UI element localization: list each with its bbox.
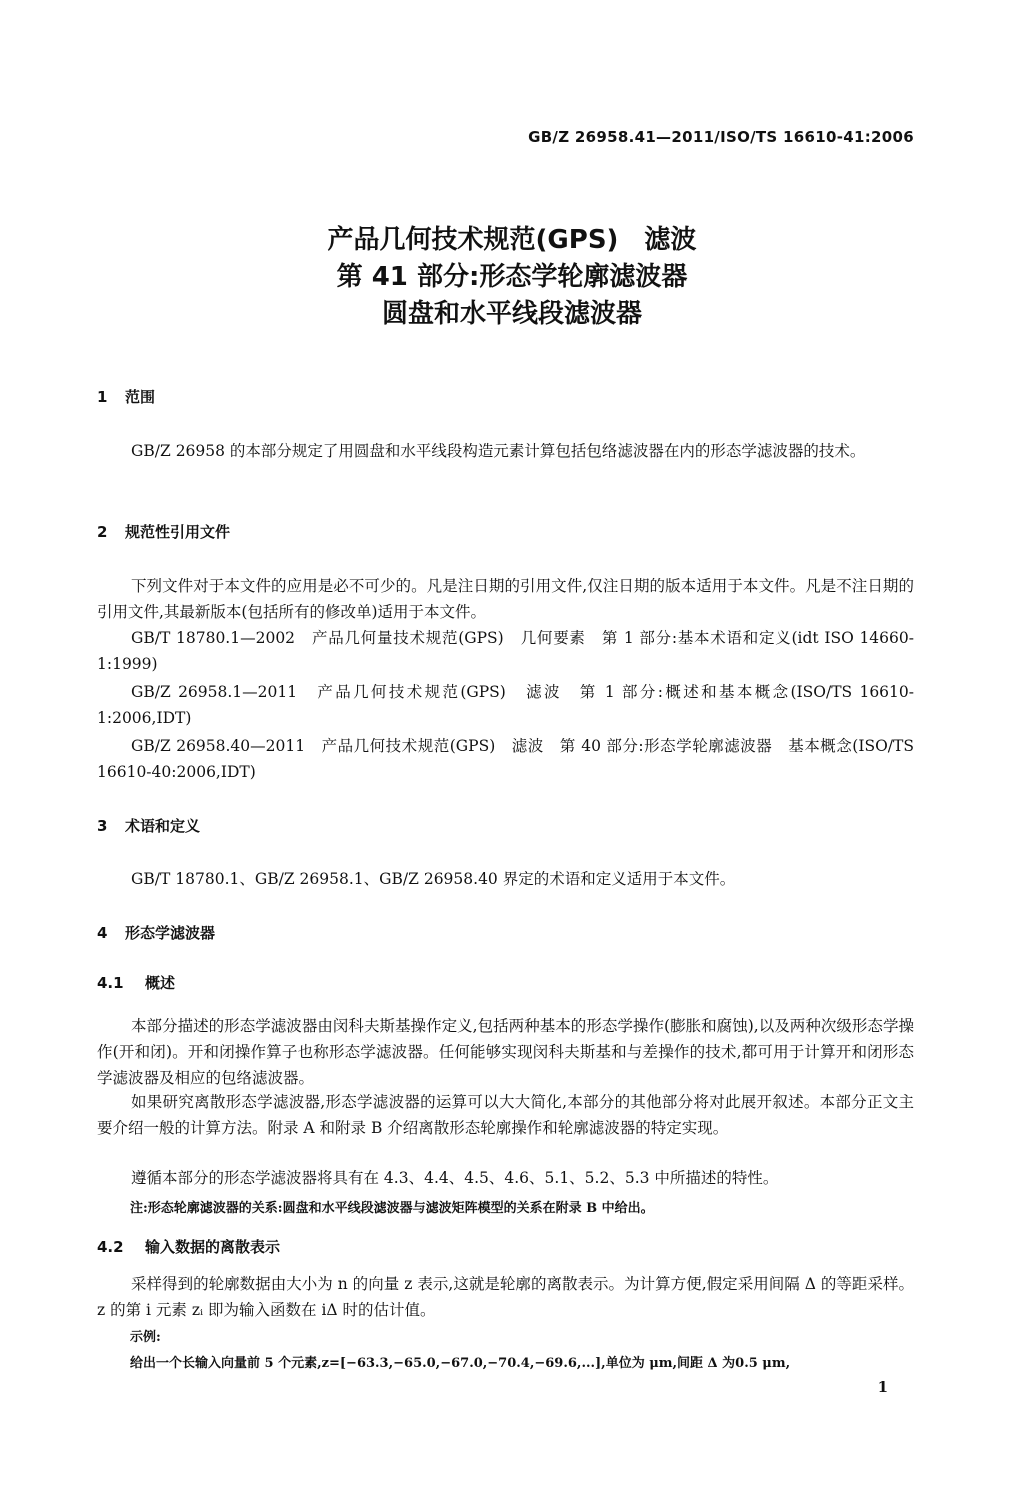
section-1-paragraph: GB/Z 26958 的本部分规定了用圆盘和水平线段构造元素计算包括包络滤波器在内的形态学滤波器的技术。 (131, 442, 866, 460)
section-2-heading (97, 521, 230, 542)
example-label: 示例: (130, 1330, 161, 1345)
normative-reference-3: GB/Z 26958.40—2011 产品几何技术规范(GPS) 滤波 第 40 部分:形态学轮廓滤波器 基本概念(ISO/TS 16610-40:2006,IDT) (97, 737, 914, 781)
page-number: 1 (877, 1378, 888, 1396)
title-line-1: 产品几何技术规范(GPS) 滤波 (327, 225, 697, 255)
normative-reference-2: GB/Z 26958.1—2011 产品几何技术规范(GPS) 滤波 第 1 部分:概述和基本概念(ISO/TS 16610-1:2006,IDT) (97, 683, 915, 727)
section-title: 术语和定义 (125, 817, 201, 835)
section-4-1-paragraph-3: 遵循本部分的形态学滤波器将具有在 4.3、4.4、4.5、4.6、5.1、5.2、5.3 中所描述的特性。 (131, 1169, 779, 1187)
section-number: 4 (97, 924, 108, 942)
section-4-heading (97, 922, 215, 943)
document-title (0, 222, 1024, 333)
section-title: 形态学滤波器 (125, 924, 216, 942)
section-3-paragraph: GB/T 18780.1、GB/Z 26958.1、GB/Z 26958.40 界定的术语和定义适用于本文件。 (131, 870, 736, 888)
title-line-2: 第 41 部分:形态学轮廓滤波器 (336, 262, 688, 292)
section-1-heading (97, 386, 155, 407)
section-4-1-paragraph-2: 如果研究离散形态学滤波器,形态学滤波器的运算可以大大简化,本部分的其他部分将对此展开叙述。本部分正文主要介绍一般的计算方法。附录 A 和附录 B 介绍离散形态轮廓操作和轮廓滤波器的特定实现。 (97, 1093, 914, 1137)
section-number: 4.1 (97, 974, 124, 992)
section-number: 2 (97, 523, 108, 541)
section-4-1-note: 注:形态轮廓滤波器的关系:圆盘和水平线段滤波器与滤波矩阵模型的关系在附录 B 中给出。 (130, 1201, 654, 1216)
section-number: 3 (97, 817, 108, 835)
section-number: 1 (97, 388, 108, 406)
title-line-3: 圆盘和水平线段滤波器 (381, 299, 642, 329)
section-title: 范围 (125, 388, 156, 406)
section-number: 4.2 (97, 1238, 124, 1256)
section-4-2-heading (97, 1236, 280, 1257)
section-3-heading (97, 815, 200, 836)
example-text: 给出一个长输入向量前 5 个元素,z=[−63.3,−65.0,−67.0,−70.4,−69.6,...],单位为 μm,间距 Δ 为0.5 μm, (130, 1356, 791, 1371)
section-4-2-paragraph-1: 采样得到的轮廓数据由大小为 n 的向量 z 表示,这就是轮廓的离散表示。为计算方便,假定采用间隔 Δ 的等距采样。z 的第 i 元素 zᵢ 即为输入函数在 iΔ 时的估计值。 (97, 1275, 914, 1319)
section-4-1-paragraph-1: 本部分描述的形态学滤波器由闵科夫斯基操作定义,包括两种基本的形态学操作(膨胀和腐蚀),以及两种次级形态学操作(开和闭)。开和闭操作算子也称形态学滤波器。任何能够实现闵科夫斯基和与差操作的技术,都可用于计算开和闭形态学滤波器及相应的包络滤波器。 (97, 1017, 914, 1087)
section-2-paragraph: 下列文件对于本文件的应用是必不可少的。凡是注日期的引用文件,仅注日期的版本适用于本文件。凡是不注日期的引用文件,其最新版本(包括所有的修改单)适用于本文件。 (97, 577, 914, 621)
standard-id-header: GB/Z 26958.41—2011/ISO/TS 16610-41:2006 (528, 128, 914, 146)
section-4-1-heading (97, 972, 175, 993)
section-title: 规范性引用文件 (125, 523, 231, 541)
normative-reference-1: GB/T 18780.1—2002 产品几何量技术规范(GPS) 几何要素 第 1 部分:基本术语和定义(idt ISO 14660-1:1999) (97, 629, 914, 673)
section-title: 输入数据的离散表示 (145, 1238, 281, 1256)
section-title: 概述 (145, 974, 176, 992)
